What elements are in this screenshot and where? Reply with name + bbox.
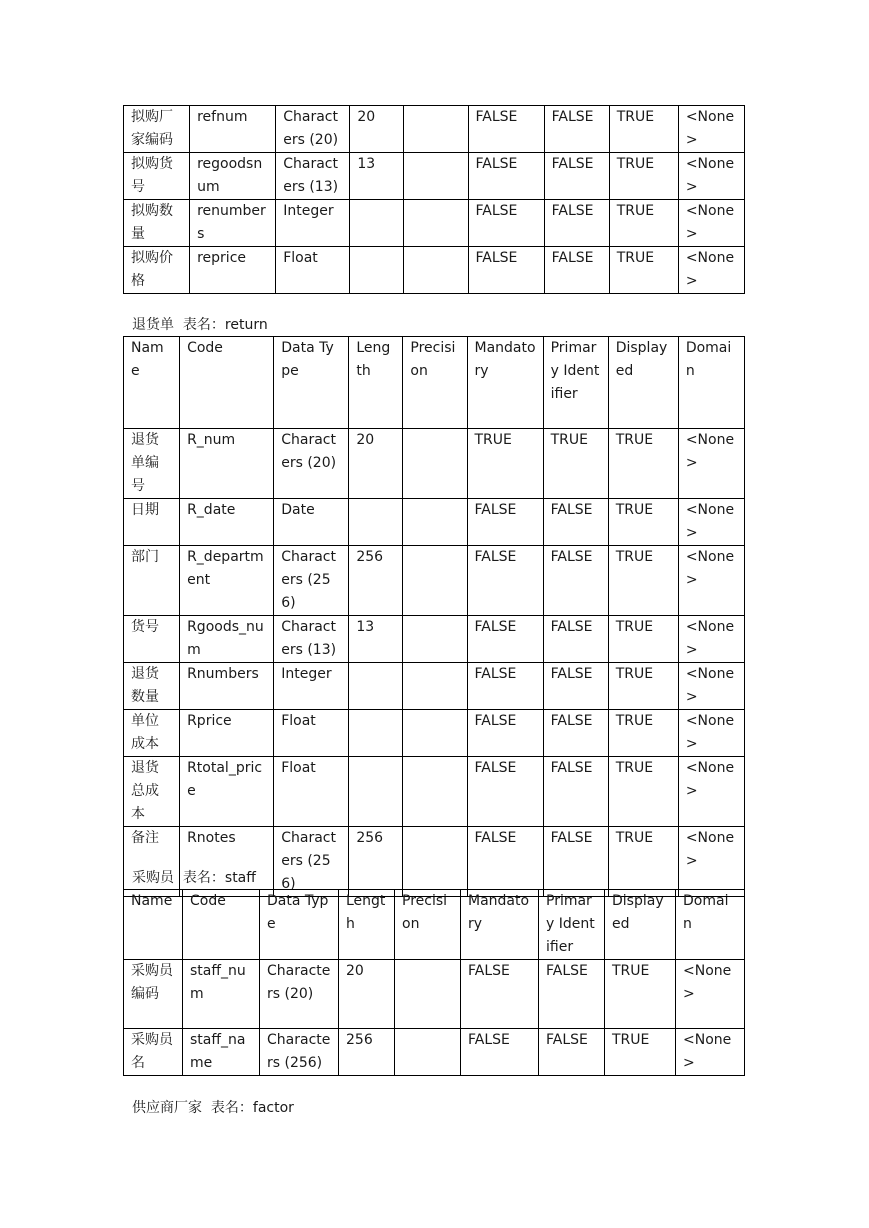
table-cell: FALSE: [543, 499, 608, 546]
table-cell: 退货总成本: [124, 757, 180, 827]
table-cell: Date: [274, 499, 349, 546]
column-header: Mandatory: [467, 337, 543, 429]
return-table-caption: 退货单 表名：return: [132, 317, 268, 333]
table-cell: Characters (13): [274, 616, 349, 663]
table-cell: FALSE: [467, 663, 543, 710]
column-header: Domain: [676, 890, 745, 960]
table-cell: FALSE: [468, 106, 544, 153]
table-cell: [404, 200, 468, 247]
table-cell: 20: [350, 106, 404, 153]
table-cell: 货号: [124, 616, 180, 663]
table-cell: [349, 663, 403, 710]
table-cell: 采购员编码: [124, 960, 183, 1029]
table-cell: FALSE: [467, 827, 543, 897]
table-cell: [403, 710, 467, 757]
table-cell: Rtotal_price: [180, 757, 274, 827]
table-cell: 拟购厂家编码: [124, 106, 190, 153]
table-cell: [350, 200, 404, 247]
table-cell: 部门: [124, 546, 180, 616]
table-cell: FALSE: [539, 960, 605, 1029]
table-cell: FALSE: [543, 757, 608, 827]
table-cell: [395, 960, 461, 1029]
table-cell: FALSE: [468, 247, 544, 294]
table-cell: 日期: [124, 499, 180, 546]
table-cell: <None>: [676, 960, 745, 1029]
table-cell: FALSE: [543, 546, 608, 616]
table-cell: TRUE: [467, 429, 543, 499]
table-cell: renumbers: [190, 200, 276, 247]
table-cell: <None>: [678, 757, 744, 827]
table-cell: FALSE: [461, 1029, 539, 1076]
table-cell: [403, 757, 467, 827]
column-header: Length: [349, 337, 403, 429]
table-cell: FALSE: [544, 200, 609, 247]
table-cell: TRUE: [609, 106, 678, 153]
table-cell: [403, 546, 467, 616]
table-row: [124, 546, 745, 616]
table-cell: staff_num: [183, 960, 260, 1029]
table-cell: [350, 247, 404, 294]
field-table-continued: [123, 105, 745, 294]
table-block-return: [123, 336, 745, 897]
table-row: [124, 247, 745, 294]
table-cell: regoodsnum: [190, 153, 276, 200]
column-header: Code: [180, 337, 274, 429]
table-cell: [403, 663, 467, 710]
table-cell: FALSE: [544, 106, 609, 153]
table-cell: Float: [274, 757, 349, 827]
table-cell: [349, 757, 403, 827]
table-cell: FALSE: [467, 757, 543, 827]
table-cell: [404, 106, 468, 153]
table-cell: <None>: [678, 153, 744, 200]
table-cell: FALSE: [543, 616, 608, 663]
table-row: [124, 960, 745, 1029]
table-cell: 采购员名: [124, 1029, 183, 1076]
table-cell: FALSE: [467, 710, 543, 757]
column-header: Name: [124, 337, 180, 429]
table-cell: TRUE: [543, 429, 608, 499]
table-row: [124, 106, 745, 153]
table-cell: TRUE: [608, 499, 678, 546]
table-cell: 20: [339, 960, 395, 1029]
table-cell: 拟购价格: [124, 247, 190, 294]
column-header: Domain: [678, 337, 744, 429]
column-header: Mandatory: [461, 890, 539, 960]
table-cell: FALSE: [539, 1029, 605, 1076]
table-cell: 拟购数量: [124, 200, 190, 247]
table-cell: Characters (256): [274, 546, 349, 616]
table-cell: Characters (20): [274, 429, 349, 499]
table-row: [124, 153, 745, 200]
column-header: Displayed: [608, 337, 678, 429]
table-cell: <None>: [678, 247, 744, 294]
table-cell: <None>: [678, 429, 744, 499]
table-row: [124, 710, 745, 757]
table-cell: R_date: [180, 499, 274, 546]
table-cell: FALSE: [543, 663, 608, 710]
table-cell: FALSE: [467, 616, 543, 663]
table-cell: Rgoods_num: [180, 616, 274, 663]
table-cell: [403, 827, 467, 897]
column-header: Precision: [403, 337, 467, 429]
table-cell: Float: [276, 247, 350, 294]
table-row: [124, 429, 745, 499]
table-cell: Characters (20): [276, 106, 350, 153]
table-cell: [403, 429, 467, 499]
table-cell: FALSE: [461, 960, 539, 1029]
return-field-table: [123, 336, 745, 897]
column-header: Primary Identifier: [539, 890, 605, 960]
table-cell: 拟购货号: [124, 153, 190, 200]
column-header: Primary Identifier: [543, 337, 608, 429]
table-cell: Characters (20): [260, 960, 339, 1029]
table-cell: Rnumbers: [180, 663, 274, 710]
table-cell: FALSE: [468, 200, 544, 247]
column-header: Data Type: [260, 890, 339, 960]
table-cell: Rprice: [180, 710, 274, 757]
column-header: Data Type: [274, 337, 349, 429]
table-cell: FALSE: [467, 546, 543, 616]
table-cell: Integer: [276, 200, 350, 247]
table-row: [124, 757, 745, 827]
table-cell: 256: [349, 827, 403, 897]
table-cell: [403, 499, 467, 546]
column-header: Name: [124, 890, 183, 960]
table-cell: TRUE: [605, 1029, 676, 1076]
table-row: [124, 663, 745, 710]
table-cell: <None>: [678, 546, 744, 616]
table-cell: Integer: [274, 663, 349, 710]
table-cell: FALSE: [544, 153, 609, 200]
table-row: [124, 499, 745, 546]
table-cell: [349, 499, 403, 546]
table-cell: 退货数量: [124, 663, 180, 710]
table-cell: [395, 1029, 461, 1076]
table-cell: TRUE: [608, 757, 678, 827]
table-cell: 20: [349, 429, 403, 499]
table-cell: TRUE: [608, 546, 678, 616]
table-cell: TRUE: [608, 429, 678, 499]
table-cell: Characters (256): [274, 827, 349, 897]
table-cell: reprice: [190, 247, 276, 294]
column-header: Precision: [395, 890, 461, 960]
table-header-row: [124, 890, 745, 960]
column-header: Displayed: [605, 890, 676, 960]
column-header: Length: [339, 890, 395, 960]
staff-field-table: [123, 889, 745, 1076]
table-cell: R_num: [180, 429, 274, 499]
table-block-1: [123, 105, 745, 294]
table-cell: FALSE: [543, 710, 608, 757]
table-cell: <None>: [678, 200, 744, 247]
table-cell: 单位成本: [124, 710, 180, 757]
table-cell: [404, 247, 468, 294]
table-row: [124, 1029, 745, 1076]
table-cell: 退货单编号: [124, 429, 180, 499]
staff-table-caption: 采购员 表名：staff: [132, 870, 256, 886]
table-cell: 13: [350, 153, 404, 200]
table-cell: 256: [339, 1029, 395, 1076]
table-cell: R_department: [180, 546, 274, 616]
factor-table-caption: 供应商厂家 表名：factor: [132, 1100, 294, 1116]
table-cell: FALSE: [543, 827, 608, 897]
table-cell: TRUE: [608, 710, 678, 757]
table-cell: refnum: [190, 106, 276, 153]
table-cell: Characters (13): [276, 153, 350, 200]
table-cell: <None>: [678, 827, 744, 897]
table-cell: [404, 153, 468, 200]
table-block-staff: [123, 889, 745, 1076]
table-cell: staff_name: [183, 1029, 260, 1076]
column-header: Code: [183, 890, 260, 960]
table-cell: Float: [274, 710, 349, 757]
table-row: [124, 200, 745, 247]
table-cell: 备注: [124, 827, 180, 897]
table-cell: [403, 616, 467, 663]
table-cell: <None>: [678, 499, 744, 546]
table-cell: 13: [349, 616, 403, 663]
table-cell: TRUE: [609, 200, 678, 247]
table-cell: 256: [349, 546, 403, 616]
table-cell: TRUE: [608, 827, 678, 897]
table-row: [124, 616, 745, 663]
table-cell: FALSE: [544, 247, 609, 294]
table-cell: FALSE: [468, 153, 544, 200]
table-cell: TRUE: [609, 153, 678, 200]
table-cell: FALSE: [467, 499, 543, 546]
table-cell: TRUE: [608, 616, 678, 663]
table-cell: <None>: [678, 663, 744, 710]
table-cell: <None>: [678, 106, 744, 153]
table-cell: <None>: [676, 1029, 745, 1076]
table-cell: Rnotes: [180, 827, 274, 897]
table-cell: <None>: [678, 616, 744, 663]
table-cell: TRUE: [609, 247, 678, 294]
table-cell: Characters (256): [260, 1029, 339, 1076]
table-cell: <None>: [678, 710, 744, 757]
table-cell: TRUE: [608, 663, 678, 710]
table-header-row: [124, 337, 745, 429]
table-cell: TRUE: [605, 960, 676, 1029]
table-cell: [349, 710, 403, 757]
